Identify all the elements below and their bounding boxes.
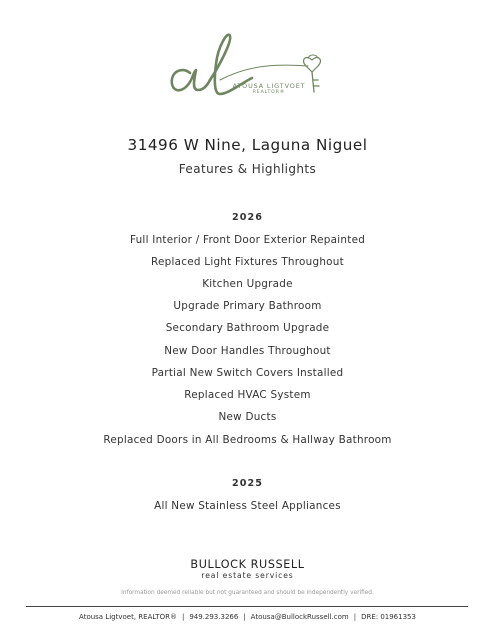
feature-item: Upgrade Primary Bathroom [173,300,322,312]
footer-divider [26,606,468,607]
property-address: 31496 W Nine, Laguna Niguel [127,136,368,154]
feature-item: New Door Handles Throughout [164,345,331,357]
feature-item: New Ducts [218,411,277,423]
feature-item: Replaced HVAC System [184,389,311,401]
footer-dre: DRE: 01961353 [361,613,416,621]
brokerage-name: BULLOCK RUSSELL [190,558,305,571]
feature-item: All New Stainless Steel Appliances [154,500,341,512]
logo-monogram-a [172,70,210,90]
section-year-2025: 2025 [231,478,264,489]
logo-name: ATOUSA LIGTVOET [232,82,306,90]
logo-wordmark [226,82,312,96]
footer-email[interactable]: Atousa@BullockRussell.com [250,613,349,621]
page-subtitle: Features & Highlights [178,162,317,176]
footer-agent: Atousa Ligtvoet, REALTOR® [79,613,177,621]
feature-item: Replaced Doors in All Bedrooms & Hallway Bathroom [103,434,392,446]
logo-key-heart [304,58,321,72]
logo-key-stem [312,72,319,92]
brokerage-subtitle: real estate services [201,571,294,580]
section-year-2026: 2026 [231,212,264,223]
footer-separator: | [181,613,185,621]
feature-item: Partial New Switch Covers Installed [151,367,344,379]
feature-item: Full Interior / Front Door Exterior Repainted [129,234,366,246]
feature-item: Kitchen Upgrade [202,278,293,290]
feature-item: Secondary Bathroom Upgrade [165,322,330,334]
disclaimer: Information deemed reliable but not guaranteed and should be independently verified. [121,590,374,596]
logo-swoosh [220,65,308,80]
footer-separator: | [243,613,246,621]
atousa-ligtvoet-logo [160,28,340,108]
brokerage-logo [0,558,495,581]
feature-item: Replaced Light Fixtures Throughout [151,256,344,268]
footer-separator: | [353,613,357,621]
logo-subtitle: REALTOR® [252,90,286,95]
footer-phone[interactable]: 949.293.3266 [189,613,239,621]
footer-contact [0,611,495,623]
